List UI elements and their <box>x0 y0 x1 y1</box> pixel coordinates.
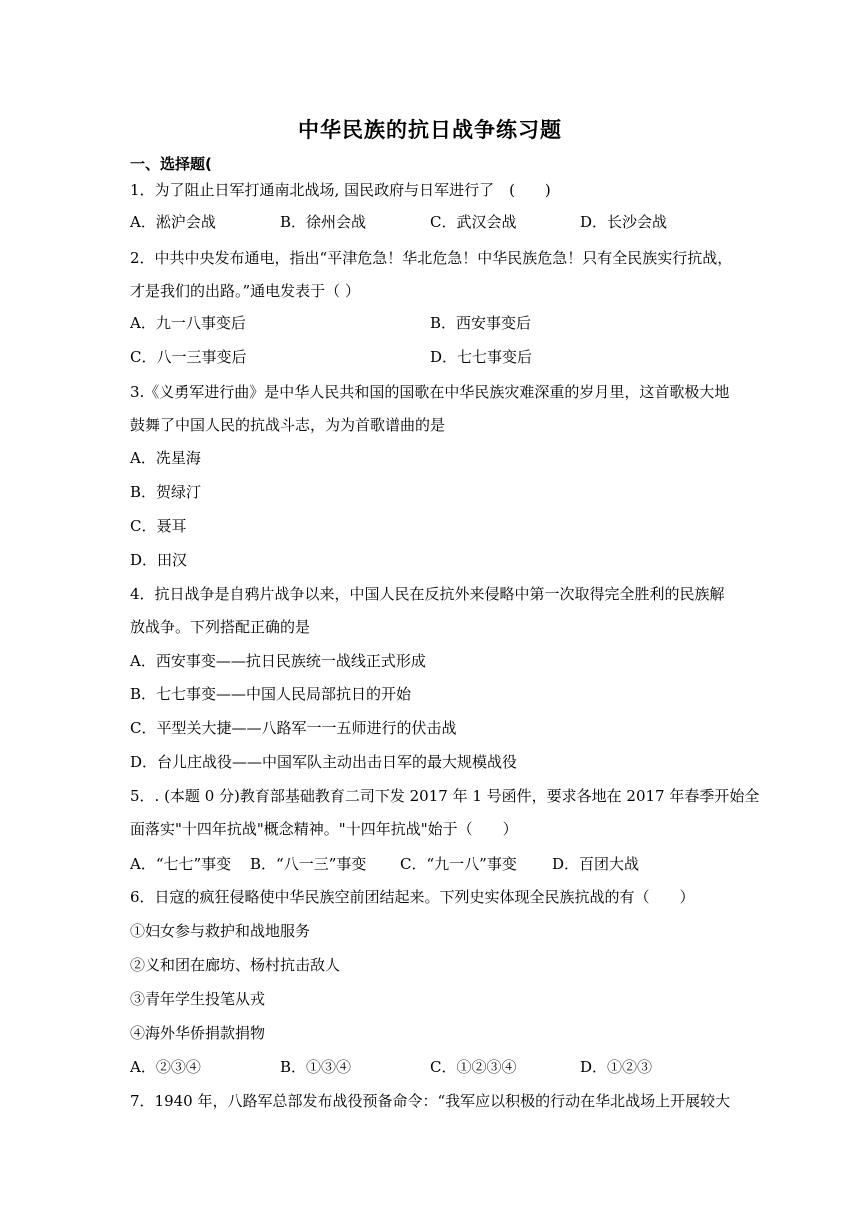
question-5-stem-line-1: 5．. (本题 0 分)教育部基础教育二司下发 2017 年 1 号函件，要求各地在 2017 年春季开始全 <box>130 787 760 805</box>
question-4-option-c: C．平型关大捷——八路军一一五师进行的伏击战 <box>130 719 457 737</box>
question-3-option-c: C．聂耳 <box>130 517 187 535</box>
question-4-stem-line-2: 放战争。下列搭配正确的是 <box>130 618 311 636</box>
question-3-stem-line-1: 3.《义勇军进行曲》是中华人民共和国的国歌在中华民族灾难深重的岁月里，这首歌极大地 <box>130 383 730 401</box>
question-5-option-a: A．“七七”事变 <box>130 855 232 873</box>
question-1-option-a: A．淞沪会战 <box>130 213 216 231</box>
question-6-item-2: ②义和团在廊坊、杨村抗击敌人 <box>130 956 341 974</box>
question-2-stem-line-1: 2．中共中央发布通电，指出“平津危急！华北危急！中华民族危急！只有全民族实行抗战， <box>130 249 733 267</box>
question-7-stem-line-1: 7．1940 年，八路军总部发布战役预备命令：“我军应以积极的行动在华北战场上开展较大 <box>130 1092 731 1110</box>
question-5-option-d: D．百团大战 <box>552 855 640 873</box>
question-6-item-1: ①妇女参与救护和战地服务 <box>130 922 311 940</box>
question-6-option-d: D．①②③ <box>580 1058 653 1076</box>
question-4-option-b: B．七七事变——中国人民局部抗日的开始 <box>130 685 412 703</box>
section-heading: 一、选择题( <box>130 155 212 173</box>
question-2-option-d: D．七七事变后 <box>430 348 533 366</box>
question-2-option-a: A．九一八事变后 <box>130 314 246 332</box>
question-2-option-c: C．八一三事变后 <box>130 348 247 366</box>
question-6-option-c: C．①②③④ <box>430 1058 517 1076</box>
question-3-option-b: B．贺绿汀 <box>130 483 202 501</box>
question-5-option-b: B．“八一三”事变 <box>250 855 367 873</box>
question-4-option-d: D．台儿庄战役——中国军队主动出击日军的最大规模战役 <box>130 753 518 771</box>
question-6-option-a: A．②③④ <box>130 1058 201 1076</box>
question-6-option-b: B．①③④ <box>280 1058 352 1076</box>
page-title: 中华民族的抗日战争练习题 <box>298 118 562 142</box>
question-4-option-a: A．西安事变——抗日民族统一战线正式形成 <box>130 652 426 670</box>
question-4-stem-line-1: 4．抗日战争是自鸦片战争以来，中国人民在反抗外来侵略中第一次取得完全胜利的民族解 <box>130 585 725 603</box>
question-1-option-d: D．长沙会战 <box>580 213 668 231</box>
question-1-stem: 1．为了阻止日军打通南北战场, 国民政府与日军进行了 ( ) <box>130 181 551 199</box>
question-6-item-4: ④海外华侨捐款捐物 <box>130 1024 266 1042</box>
question-6-stem: 6．日寇的疯狂侵略使中华民族空前团结起来。下列史实体现全民族抗战的有（ ） <box>130 888 695 906</box>
question-3-stem-line-2: 鼓舞了中国人民的抗战斗志，为为首歌谱曲的是 <box>130 416 446 434</box>
question-2-stem-line-2: 才是我们的出路。”通电发表于（ ） <box>130 282 360 300</box>
question-5-option-c: C．“九一八”事变 <box>400 855 517 873</box>
question-1-option-b: B．徐州会战 <box>280 213 367 231</box>
question-5-stem-line-2: 面落实"十四年抗战"概念精神。"十四年抗战"始于（ ） <box>130 820 518 838</box>
question-3-option-d: D．田汉 <box>130 551 188 569</box>
question-3-option-a: A．冼星海 <box>130 449 201 467</box>
question-2-option-b: B．西安事变后 <box>430 314 532 332</box>
question-1-option-c: C．武汉会战 <box>430 213 517 231</box>
question-6-item-3: ③青年学生投笔从戎 <box>130 990 266 1008</box>
